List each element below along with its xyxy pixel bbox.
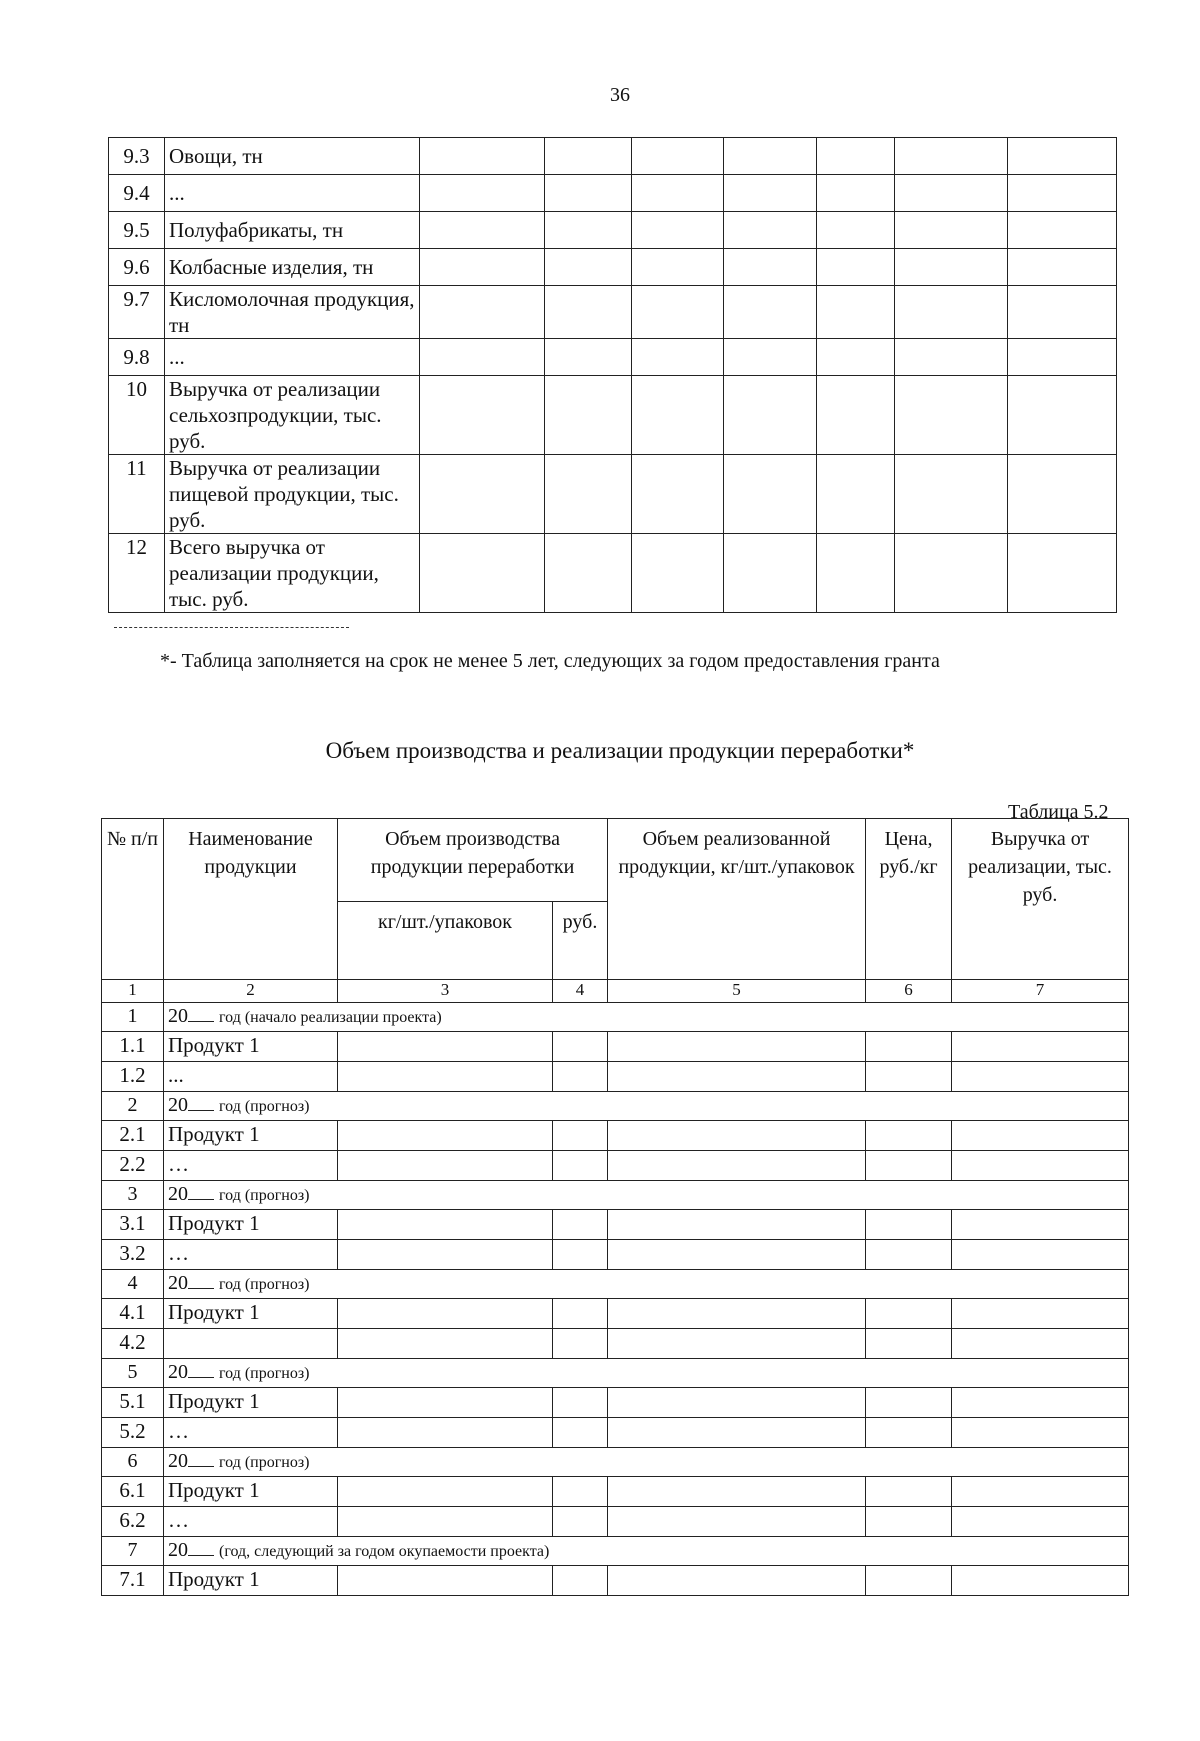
value-cell bbox=[338, 1477, 553, 1507]
product-row bbox=[102, 1240, 1129, 1270]
row-number: 5 bbox=[102, 1359, 164, 1388]
row-number: 3 bbox=[102, 1181, 164, 1210]
processing-volume-table bbox=[101, 818, 1129, 1596]
row-number: 2.1 bbox=[102, 1121, 164, 1151]
value-cell bbox=[545, 138, 632, 175]
product-name: Продукт 1 bbox=[164, 1477, 338, 1507]
year-description: год (прогноз) bbox=[219, 1454, 310, 1471]
value-cell bbox=[632, 249, 724, 286]
value-cell bbox=[866, 1418, 952, 1448]
row-number: 9.3 bbox=[109, 138, 165, 175]
value-cell bbox=[952, 1388, 1129, 1418]
value-cell bbox=[338, 1240, 553, 1270]
year-blank bbox=[188, 1466, 214, 1467]
value-cell bbox=[338, 1566, 553, 1596]
value-cell bbox=[608, 1032, 866, 1062]
year-prefix: 20 bbox=[168, 1450, 188, 1472]
product-row bbox=[102, 1299, 1129, 1329]
product-name: … bbox=[164, 1151, 338, 1181]
value-cell bbox=[553, 1210, 608, 1240]
row-number: 6 bbox=[102, 1448, 164, 1477]
value-cell bbox=[608, 1299, 866, 1329]
product-name bbox=[164, 1329, 338, 1359]
value-cell bbox=[895, 376, 1008, 455]
product-row bbox=[102, 1388, 1129, 1418]
value-cell bbox=[1008, 534, 1117, 613]
value-cell bbox=[817, 534, 895, 613]
row-number: 10 bbox=[109, 376, 165, 455]
value-cell bbox=[895, 212, 1008, 249]
column-number: 5 bbox=[608, 980, 866, 1003]
value-cell bbox=[817, 249, 895, 286]
table-row bbox=[109, 339, 1117, 376]
year-description: год (прогноз) bbox=[219, 1098, 310, 1115]
value-cell bbox=[1008, 175, 1117, 212]
row-number: 5.2 bbox=[102, 1418, 164, 1448]
column-number: 7 bbox=[952, 980, 1129, 1003]
value-cell bbox=[1008, 212, 1117, 249]
year-label bbox=[164, 1003, 1129, 1032]
row-number: 5.1 bbox=[102, 1388, 164, 1418]
value-cell bbox=[1008, 376, 1117, 455]
row-number: 3.2 bbox=[102, 1240, 164, 1270]
value-cell bbox=[608, 1566, 866, 1596]
value-cell bbox=[1008, 249, 1117, 286]
footnote: *- Таблица заполняется на срок не менее 5 лет, следующих за годом предоставления гранта bbox=[160, 650, 940, 672]
product-row bbox=[102, 1418, 1129, 1448]
row-label: Выручка от реализации пищевой продукции, тыс. руб. bbox=[165, 455, 420, 534]
value-cell bbox=[553, 1240, 608, 1270]
value-cell bbox=[895, 249, 1008, 286]
year-prefix: 20 bbox=[168, 1094, 188, 1116]
value-cell bbox=[338, 1299, 553, 1329]
row-number: 12 bbox=[109, 534, 165, 613]
value-cell bbox=[895, 175, 1008, 212]
column-number: 6 bbox=[866, 980, 952, 1003]
value-cell bbox=[724, 138, 817, 175]
value-cell bbox=[632, 455, 724, 534]
value-cell bbox=[895, 339, 1008, 376]
column-number: 4 bbox=[553, 980, 608, 1003]
year-blank bbox=[188, 1021, 214, 1022]
table-row bbox=[109, 138, 1117, 175]
row-number: 4.1 bbox=[102, 1299, 164, 1329]
year-row bbox=[102, 1448, 1129, 1477]
value-cell bbox=[632, 534, 724, 613]
header-prod-units: кг/шт./упаковок bbox=[338, 902, 553, 980]
value-cell bbox=[866, 1121, 952, 1151]
row-number: 9.7 bbox=[109, 286, 165, 339]
value-cell bbox=[338, 1121, 553, 1151]
value-cell bbox=[553, 1507, 608, 1537]
value-cell bbox=[952, 1477, 1129, 1507]
year-blank bbox=[188, 1110, 214, 1111]
table-row bbox=[109, 376, 1117, 455]
row-label: Кисломолочная продукция, тн bbox=[165, 286, 420, 339]
product-name: Продукт 1 bbox=[164, 1566, 338, 1596]
value-cell bbox=[724, 534, 817, 613]
year-row bbox=[102, 1003, 1129, 1032]
product-row bbox=[102, 1477, 1129, 1507]
table-row bbox=[109, 455, 1117, 534]
column-number: 1 bbox=[102, 980, 164, 1003]
year-blank bbox=[188, 1377, 214, 1378]
value-cell bbox=[338, 1388, 553, 1418]
value-cell bbox=[817, 138, 895, 175]
value-cell bbox=[420, 339, 545, 376]
row-number: 3.1 bbox=[102, 1210, 164, 1240]
value-cell bbox=[724, 212, 817, 249]
value-cell bbox=[553, 1418, 608, 1448]
row-label: Колбасные изделия, тн bbox=[165, 249, 420, 286]
year-description: год (начало реализации проекта) bbox=[219, 1009, 442, 1026]
value-cell bbox=[608, 1210, 866, 1240]
year-prefix: 20 bbox=[168, 1539, 188, 1561]
table-row bbox=[109, 249, 1117, 286]
value-cell bbox=[866, 1299, 952, 1329]
header-prod-rub: руб. bbox=[553, 902, 608, 980]
value-cell bbox=[952, 1210, 1129, 1240]
year-prefix: 20 bbox=[168, 1361, 188, 1383]
year-description: год (прогноз) bbox=[219, 1276, 310, 1293]
value-cell bbox=[632, 286, 724, 339]
column-number: 2 bbox=[164, 980, 338, 1003]
table-row bbox=[109, 175, 1117, 212]
row-label: Выручка от реализации сельхозпродукции, тыс. руб. bbox=[165, 376, 420, 455]
value-cell bbox=[817, 376, 895, 455]
value-cell bbox=[545, 339, 632, 376]
row-number: 7 bbox=[102, 1537, 164, 1566]
value-cell bbox=[420, 286, 545, 339]
row-number: 1.1 bbox=[102, 1032, 164, 1062]
value-cell bbox=[608, 1388, 866, 1418]
row-number: 9.5 bbox=[109, 212, 165, 249]
year-row bbox=[102, 1359, 1129, 1388]
value-cell bbox=[724, 455, 817, 534]
value-cell bbox=[952, 1240, 1129, 1270]
value-cell bbox=[724, 286, 817, 339]
product-name: ... bbox=[164, 1062, 338, 1092]
product-name: Продукт 1 bbox=[164, 1299, 338, 1329]
row-number: 1 bbox=[102, 1003, 164, 1032]
value-cell bbox=[545, 376, 632, 455]
row-number: 6.2 bbox=[102, 1507, 164, 1537]
value-cell bbox=[608, 1507, 866, 1537]
year-description: год (прогноз) bbox=[219, 1365, 310, 1382]
row-number: 4.2 bbox=[102, 1329, 164, 1359]
value-cell bbox=[895, 534, 1008, 613]
header-num: № п/п bbox=[102, 819, 164, 980]
value-cell bbox=[608, 1477, 866, 1507]
value-cell bbox=[952, 1299, 1129, 1329]
value-cell bbox=[866, 1151, 952, 1181]
year-blank bbox=[188, 1288, 214, 1289]
year-label bbox=[164, 1092, 1129, 1121]
value-cell bbox=[545, 175, 632, 212]
value-cell bbox=[420, 138, 545, 175]
year-row bbox=[102, 1181, 1129, 1210]
year-prefix: 20 bbox=[168, 1183, 188, 1205]
value-cell bbox=[724, 175, 817, 212]
value-cell bbox=[420, 455, 545, 534]
row-number: 1.2 bbox=[102, 1062, 164, 1092]
indicators-table-continued bbox=[108, 137, 1117, 613]
value-cell bbox=[866, 1062, 952, 1092]
value-cell bbox=[338, 1210, 553, 1240]
product-row bbox=[102, 1210, 1129, 1240]
value-cell bbox=[553, 1477, 608, 1507]
product-row bbox=[102, 1151, 1129, 1181]
product-name: … bbox=[164, 1240, 338, 1270]
year-blank bbox=[188, 1199, 214, 1200]
value-cell bbox=[608, 1240, 866, 1270]
value-cell bbox=[866, 1477, 952, 1507]
value-cell bbox=[420, 212, 545, 249]
year-row bbox=[102, 1092, 1129, 1121]
value-cell bbox=[338, 1418, 553, 1448]
value-cell bbox=[338, 1151, 553, 1181]
value-cell bbox=[866, 1210, 952, 1240]
year-label bbox=[164, 1359, 1129, 1388]
value-cell bbox=[1008, 455, 1117, 534]
product-row bbox=[102, 1566, 1129, 1596]
product-name: … bbox=[164, 1418, 338, 1448]
value-cell bbox=[632, 175, 724, 212]
year-prefix: 20 bbox=[168, 1272, 188, 1294]
column-number: 3 bbox=[338, 980, 553, 1003]
value-cell bbox=[632, 339, 724, 376]
value-cell bbox=[608, 1062, 866, 1092]
value-cell bbox=[553, 1121, 608, 1151]
year-label bbox=[164, 1270, 1129, 1299]
value-cell bbox=[1008, 138, 1117, 175]
product-row bbox=[102, 1329, 1129, 1359]
value-cell bbox=[420, 534, 545, 613]
value-cell bbox=[553, 1299, 608, 1329]
row-label: Полуфабрикаты, тн bbox=[165, 212, 420, 249]
table-caption: Таблица 5.2 bbox=[1008, 801, 1109, 823]
value-cell bbox=[952, 1566, 1129, 1596]
value-cell bbox=[866, 1566, 952, 1596]
year-label bbox=[164, 1537, 1129, 1566]
header-revenue: Выручка от реализации, тыс. руб. bbox=[952, 819, 1129, 980]
value-cell bbox=[817, 455, 895, 534]
value-cell bbox=[632, 138, 724, 175]
value-cell bbox=[895, 286, 1008, 339]
value-cell bbox=[545, 249, 632, 286]
row-number: 2 bbox=[102, 1092, 164, 1121]
value-cell bbox=[866, 1329, 952, 1359]
value-cell bbox=[545, 286, 632, 339]
product-row bbox=[102, 1507, 1129, 1537]
row-number: 9.6 bbox=[109, 249, 165, 286]
product-name: Продукт 1 bbox=[164, 1032, 338, 1062]
row-number: 2.2 bbox=[102, 1151, 164, 1181]
row-label: Овощи, тн bbox=[165, 138, 420, 175]
value-cell bbox=[553, 1062, 608, 1092]
value-cell bbox=[553, 1032, 608, 1062]
year-description: год (прогноз) bbox=[219, 1187, 310, 1204]
value-cell bbox=[553, 1566, 608, 1596]
value-cell bbox=[338, 1507, 553, 1537]
value-cell bbox=[608, 1121, 866, 1151]
row-label: Всего выручка от реализации продукции, тыс. руб. bbox=[165, 534, 420, 613]
product-name: Продукт 1 bbox=[164, 1121, 338, 1151]
table-row bbox=[109, 212, 1117, 249]
value-cell bbox=[545, 534, 632, 613]
value-cell bbox=[608, 1329, 866, 1359]
value-cell bbox=[866, 1388, 952, 1418]
product-name: Продукт 1 bbox=[164, 1388, 338, 1418]
value-cell bbox=[1008, 339, 1117, 376]
value-cell bbox=[866, 1507, 952, 1537]
table-row bbox=[109, 286, 1117, 339]
year-row bbox=[102, 1270, 1129, 1299]
row-number: 6.1 bbox=[102, 1477, 164, 1507]
value-cell bbox=[420, 175, 545, 212]
row-label: ... bbox=[165, 339, 420, 376]
value-cell bbox=[545, 212, 632, 249]
value-cell bbox=[724, 339, 817, 376]
product-row bbox=[102, 1121, 1129, 1151]
value-cell bbox=[817, 212, 895, 249]
value-cell bbox=[895, 455, 1008, 534]
value-cell bbox=[338, 1329, 553, 1359]
value-cell bbox=[420, 249, 545, 286]
header-name: Наименование продукции bbox=[164, 819, 338, 980]
value-cell bbox=[545, 455, 632, 534]
product-name: Продукт 1 bbox=[164, 1210, 338, 1240]
header-production: Объем производства продукции переработки bbox=[338, 819, 608, 902]
header-sold: Объем реализованной продукции, кг/шт./упаковок bbox=[608, 819, 866, 980]
value-cell bbox=[553, 1151, 608, 1181]
value-cell bbox=[724, 249, 817, 286]
value-cell bbox=[952, 1062, 1129, 1092]
year-description: (год, следующий за годом окупаемости проекта) bbox=[219, 1543, 550, 1560]
value-cell bbox=[817, 175, 895, 212]
year-label bbox=[164, 1181, 1129, 1210]
year-prefix: 20 bbox=[168, 1005, 188, 1027]
value-cell bbox=[952, 1121, 1129, 1151]
row-number: 7.1 bbox=[102, 1566, 164, 1596]
value-cell bbox=[724, 376, 817, 455]
section-heading: Объем производства и реализации продукции переработки* bbox=[325, 738, 915, 763]
value-cell bbox=[817, 339, 895, 376]
value-cell bbox=[952, 1507, 1129, 1537]
value-cell bbox=[895, 138, 1008, 175]
value-cell bbox=[553, 1329, 608, 1359]
value-cell bbox=[608, 1151, 866, 1181]
value-cell bbox=[1008, 286, 1117, 339]
footnote-separator bbox=[114, 627, 349, 628]
value-cell bbox=[817, 286, 895, 339]
value-cell bbox=[952, 1418, 1129, 1448]
year-row bbox=[102, 1537, 1129, 1566]
value-cell bbox=[952, 1032, 1129, 1062]
value-cell bbox=[866, 1032, 952, 1062]
product-row bbox=[102, 1032, 1129, 1062]
value-cell bbox=[952, 1329, 1129, 1359]
value-cell bbox=[632, 212, 724, 249]
table-row bbox=[109, 534, 1117, 613]
value-cell bbox=[632, 376, 724, 455]
value-cell bbox=[553, 1388, 608, 1418]
value-cell bbox=[338, 1062, 553, 1092]
product-name: … bbox=[164, 1507, 338, 1537]
value-cell bbox=[952, 1151, 1129, 1181]
year-label bbox=[164, 1448, 1129, 1477]
value-cell bbox=[420, 376, 545, 455]
page-number: 36 bbox=[610, 84, 630, 106]
value-cell bbox=[338, 1032, 553, 1062]
header-price: Цена, руб./кг bbox=[866, 819, 952, 980]
value-cell bbox=[608, 1418, 866, 1448]
row-number: 9.8 bbox=[109, 339, 165, 376]
row-number: 9.4 bbox=[109, 175, 165, 212]
row-label: ... bbox=[165, 175, 420, 212]
year-blank bbox=[188, 1555, 214, 1556]
value-cell bbox=[866, 1240, 952, 1270]
row-number: 4 bbox=[102, 1270, 164, 1299]
product-row bbox=[102, 1062, 1129, 1092]
row-number: 11 bbox=[109, 455, 165, 534]
